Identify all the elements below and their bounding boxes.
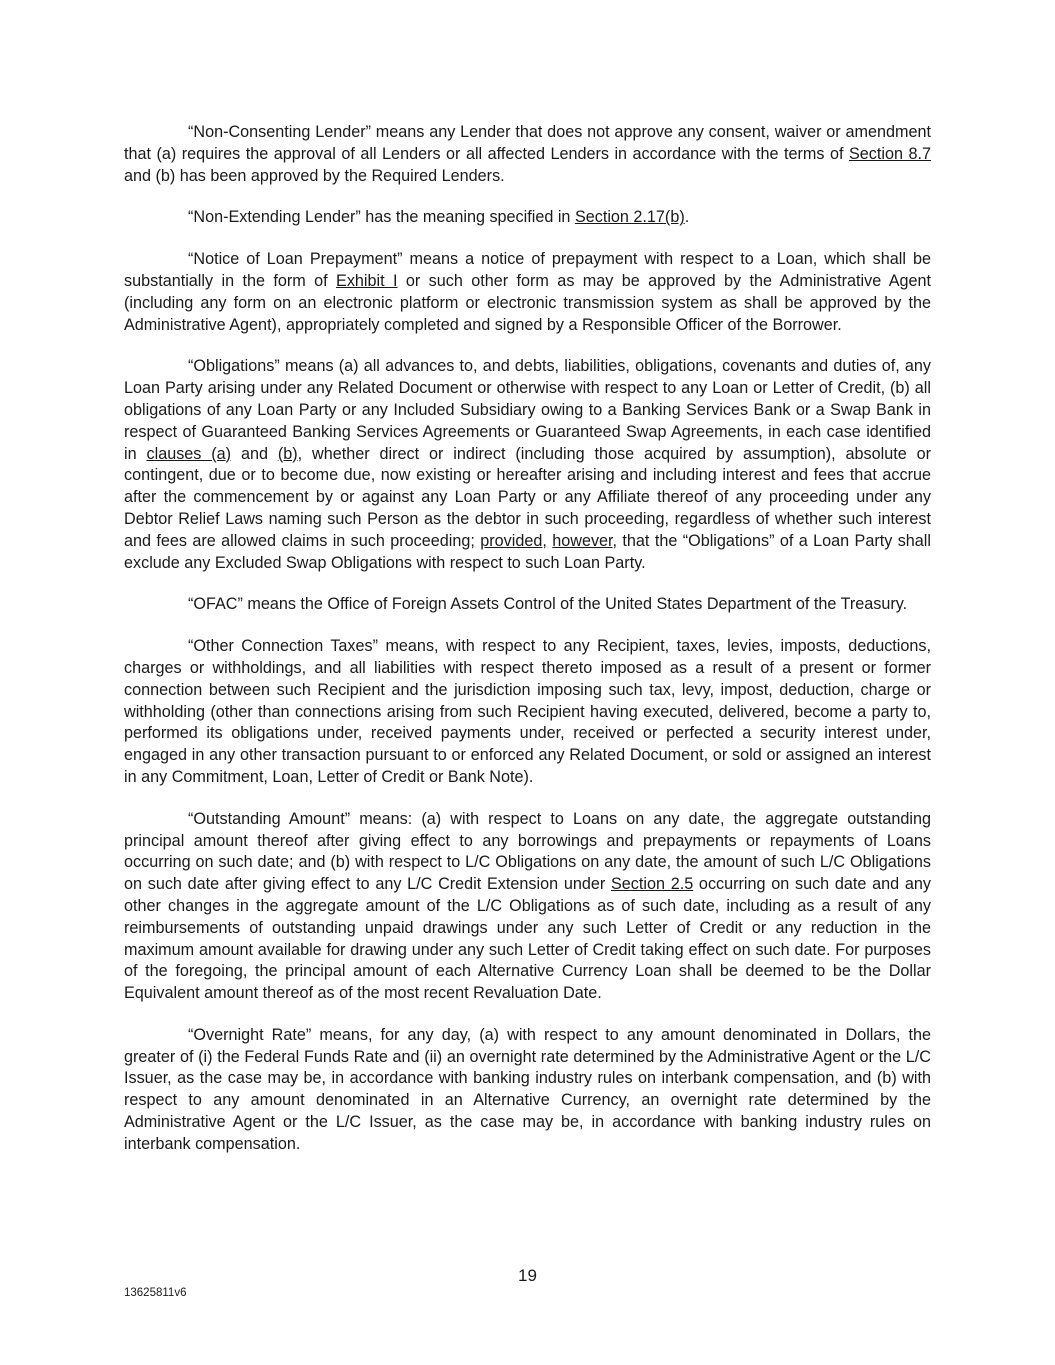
definition-other-connection-taxes: “Other Connection Taxes” means, with respect to any Recipient, taxes, levies, imposts, deductions, charges or withholdings, and all liabilities with respect thereto imposed as a result of a present or former connection between such Recipient and the jurisdiction imposing such tax, levy, impost, deduction, charge or withholding (other than connections arising from such Recipient having executed, delivered, become a party to, performed its obligations under, received payments under, received or perfected a security interest under, engaged in any other transaction pursuant to or enforced any Related Document, or sold or assigned an interest in any Commitment, Loan, Letter of Credit or Bank Note). bbox=[124, 637, 931, 786]
cross-reference-clause-a[interactable]: clauses (a) bbox=[146, 444, 232, 463]
definition-obligations: “Obligations” means (a) all advances to, and debts, liabilities, obligations, covenants and duties of, any Loan Party arising under any Related Document or otherwise with respect to any Loan or Letter of Credit, (b) all obligations of any Loan Party or any Included Subsidiary owing to a Banking Services Bank or a Swap Bank in respect of Guaranteed Banking Services Agreements or Guaranteed Swap Agreements, in each case identified in clauses (a) and (b), whether direct or indirect (including those acquired by assumption), absolute or contingent, due or to become due, now existing or hereafter arising and including interest and fees that accrue after the commencement by or against any Loan Party or any Affiliate thereof of any proceeding under any Debtor Relief Laws naming such Person as the debtor in such proceeding, regardless of whether such interest and fees are allowed claims in such proceeding; provided, however, that the “Obligations” of a Loan Party shall exclude any Excluded Swap Obligations with respect to such Loan Party. bbox=[124, 357, 931, 572]
definition-non-extending-lender: “Non-Extending Lender” has the meaning specified in Section 2.17(b). bbox=[188, 208, 690, 227]
document-id: 13625811v6 bbox=[124, 1287, 187, 1299]
definition-overnight-rate: “Overnight Rate” means, for any day, (a) with respect to any amount denominated in Dollars, the greater of (i) the Federal Funds Rate and (ii) an overnight rate determined by the Administrative Agent or the L/C Issuer, as the case may be, in accordance with banking industry rules on interbank compensation, and (b) with respect to any amount denominated in an Alternative Currency, an overnight rate determined by the Administrative Agent or the L/C Issuer, as the case may be, in accordance with banking industry rules on interbank compensation. bbox=[124, 1025, 931, 1153]
cross-reference-section-2-5[interactable]: Section 2.5 bbox=[610, 875, 694, 894]
cross-reference-exhibit-i[interactable]: Exhibit I bbox=[336, 271, 398, 290]
cross-reference-section-2-17b[interactable]: Section 2.17(b) bbox=[574, 208, 685, 227]
definition-outstanding-amount: “Outstanding Amount” means: (a) with respect to Loans on any date, the aggregate outstanding principal amount thereof after giving effect to any borrowings and prepayments or repayments of Loans occurring on such date; and (b) with respect to L/C Obligations on any date, the amount of such L/C Obligations on such date after giving effect to any L/C Credit Extension under Section 2.5 occurring on such date and any other changes in the aggregate amount of the L/C Obligations as of such date, including as a result of any reimbursements of outstanding unpaid drawings under any such Letter of Credit or any reduction in the maximum amount available for drawing under any such Letter of Credit taking effect on such date. For purposes of the foregoing, the principal amount of each Alternative Currency Loan shall be deemed to be the Dollar Equivalent amount thereof as of the most recent Revaluation Date. bbox=[124, 809, 931, 1003]
emphasis-provided: provided bbox=[480, 531, 543, 550]
cross-reference-clause-b[interactable]: (b) bbox=[277, 444, 298, 463]
definition-non-consenting-lender: “Non-Consenting Lender” means any Lender that does not approve any consent, waiver or amendment that (a) requires the approval of all Lenders or all affected Lenders in accordance with the terms of Section 8.7 and (b) has been approved by the Required Lenders. bbox=[124, 123, 931, 185]
page-number: 19 bbox=[518, 1266, 537, 1285]
cross-reference-section-8-7[interactable]: Section 8.7 bbox=[849, 144, 931, 163]
definition-ofac: “OFAC” means the Office of Foreign Assets Control of the United States Department of the Treasury. bbox=[188, 595, 908, 614]
emphasis-however: however bbox=[552, 531, 613, 550]
document-body bbox=[124, 122, 931, 1176]
definition-notice-of-loan-prepayment: “Notice of Loan Prepayment” means a notice of prepayment with respect to a Loan, which shall be substantially in the form of Exhibit I or such other form as may be approved by the Administrative Agent (including any form on an electronic platform or electronic transmission system as shall be approved by the Administrative Agent), appropriately completed and signed by a Responsible Officer of the Borrower. bbox=[124, 250, 931, 334]
